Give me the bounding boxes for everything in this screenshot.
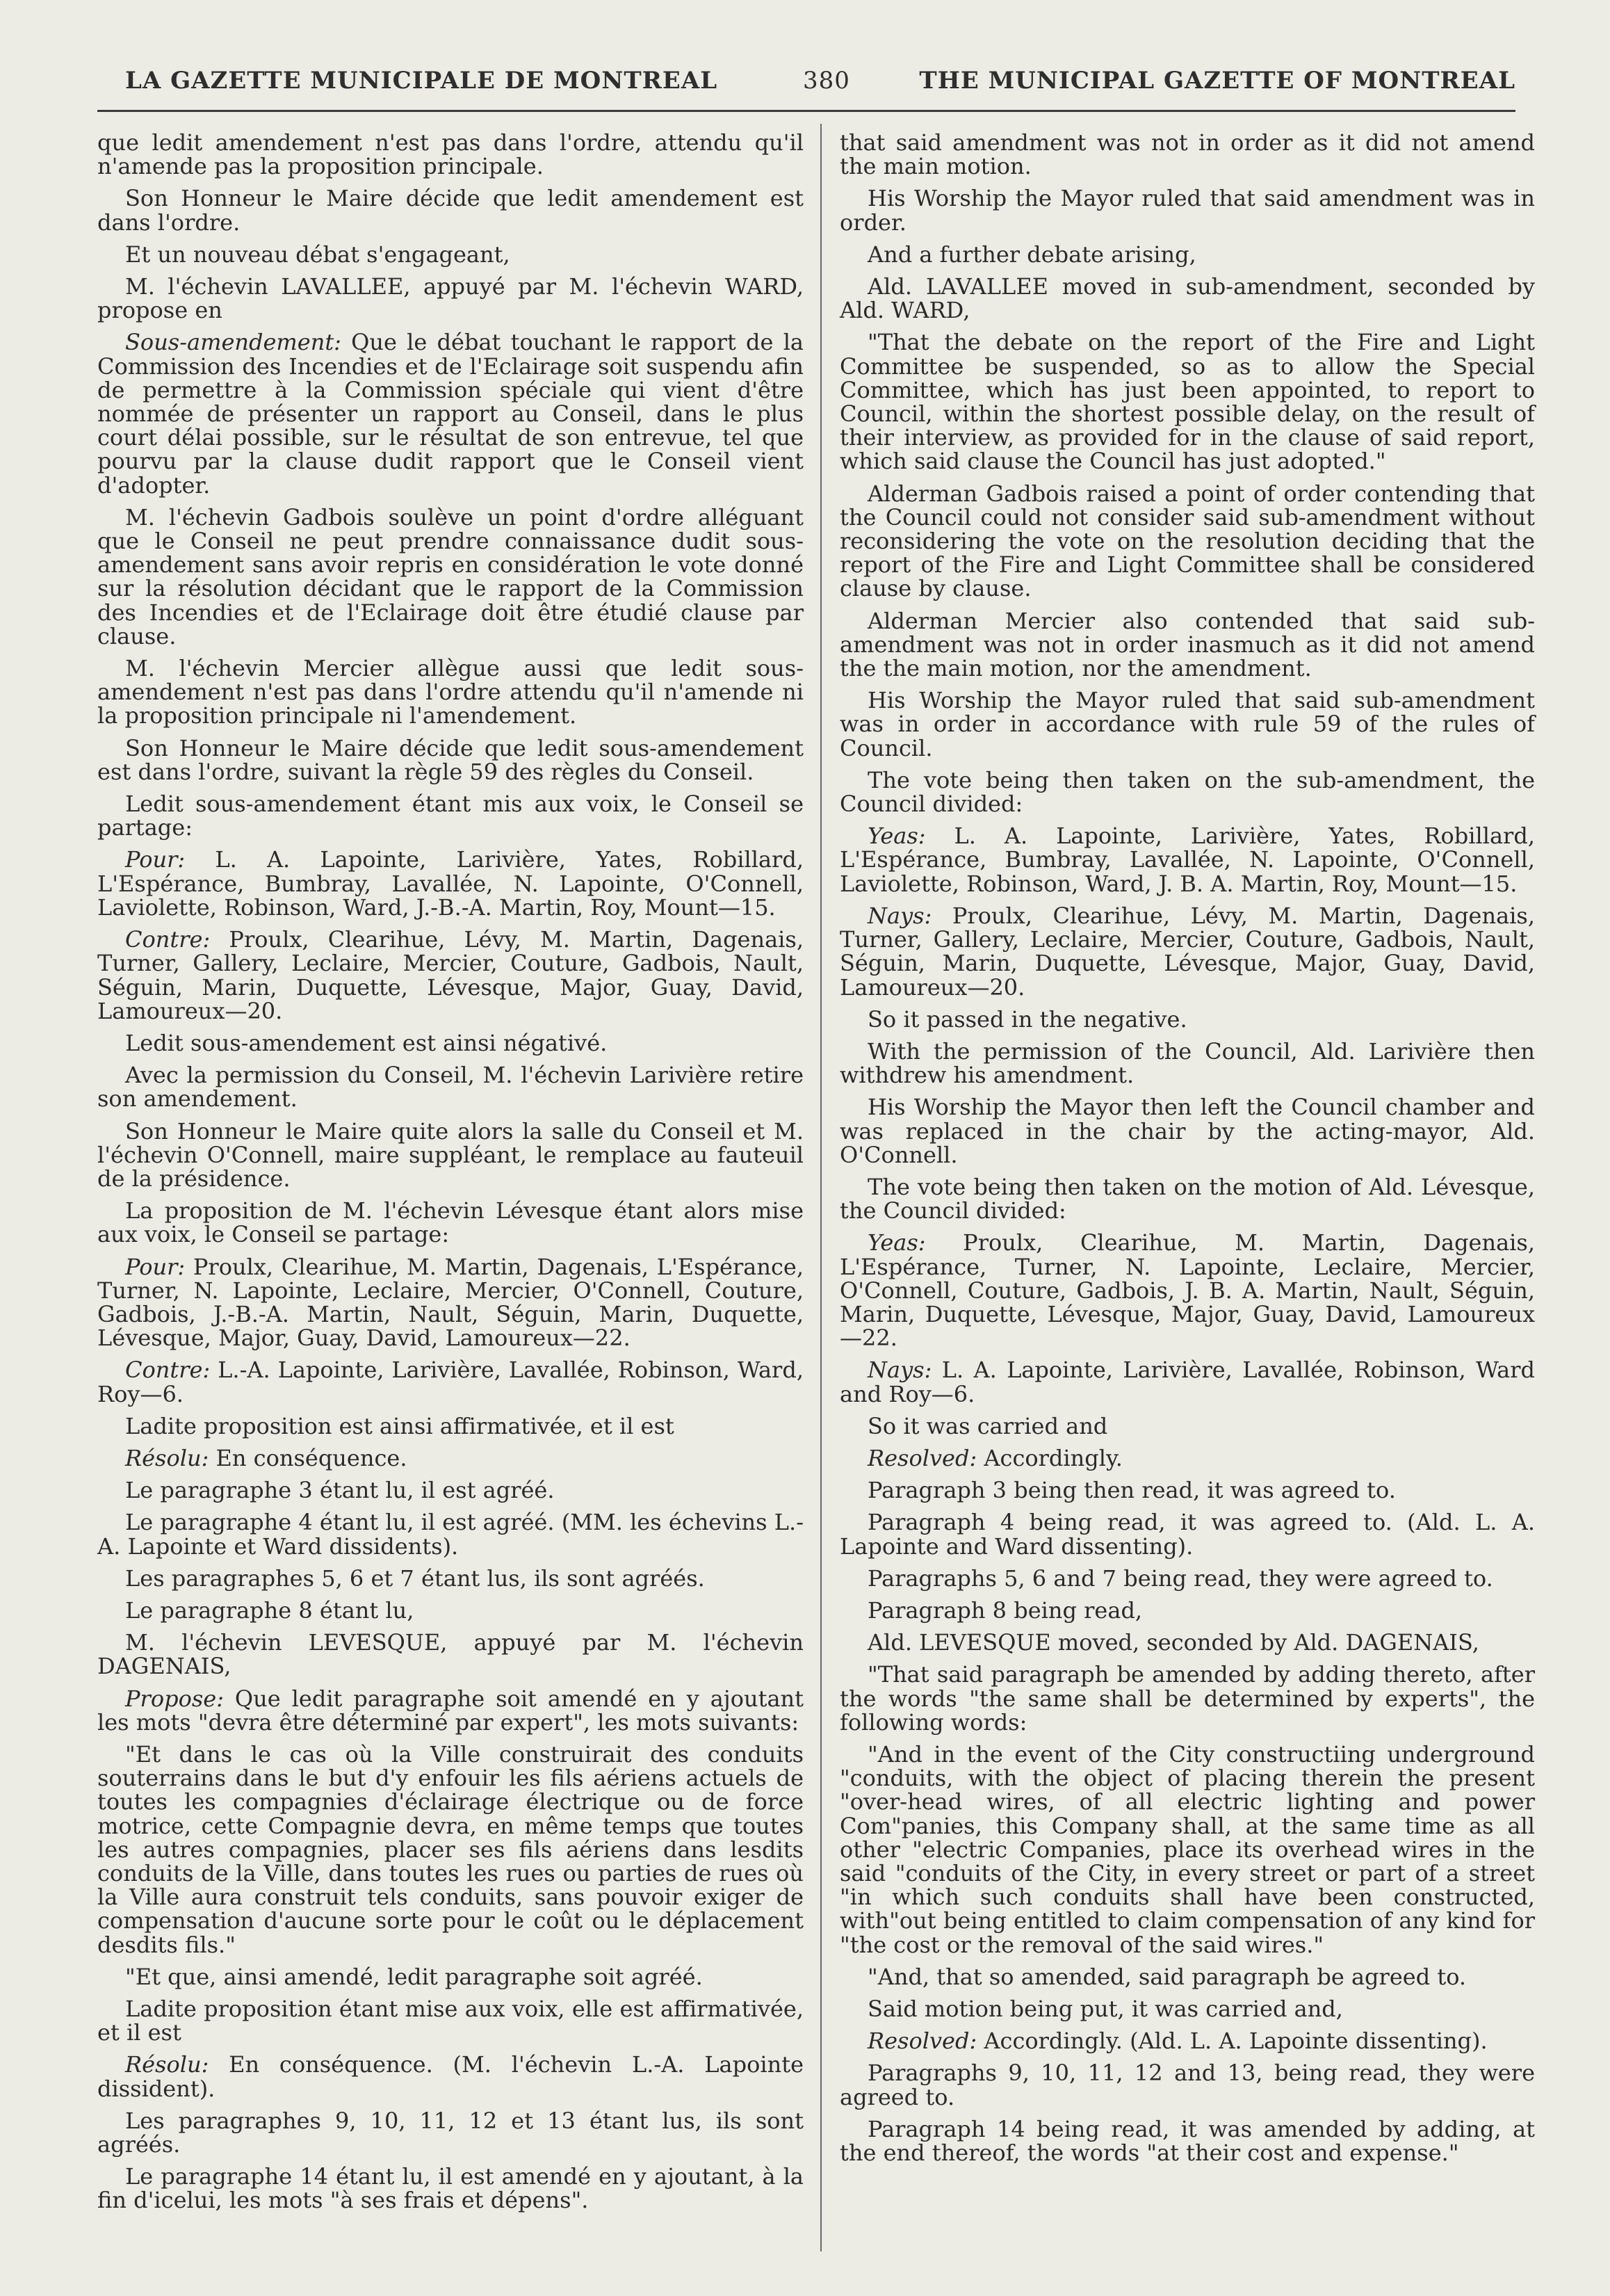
french-paragraph: Pour: L. A. Lapointe, Larivière, Yates, Robillard, L'Espérance, Bumbray, Lavallée, N. Lapointe, O'Connell, Laviolette, Robinson, Ward, J.-B.-A. Martin, Roy, Mount—15. [97, 846, 804, 921]
english-column [840, 131, 1535, 2173]
english-title: THE MUNICIPAL GAZETTE OF MONTREAL [919, 67, 1515, 95]
header-rule [97, 110, 1515, 112]
french-paragraph: "Et dans le cas où la Ville construirait des conduits souterrains dans le but d'y enfouir les fils aériens actuels de toutes les compagnies d'éclairage électrique ou de force motrice, cette Compagnie devra, en même temps que toutes les autres compagnies, placer ses fils aériens dans lesdits conduits de la Ville, dans toutes les rues ou parties de rues où la Ville aura construit tels conduits, sans pouvoir exiger de compensation d'aucune sorte pour le coût ou le déplacement desdits fils." [97, 1740, 804, 1958]
english-paragraph: His Worship the Mayor ruled that said amendment was in order. [840, 185, 1535, 236]
french-paragraph: Ladite proposition étant mise aux voix, elle est affirmativée, et il est [97, 1996, 804, 2046]
french-paragraph: M. l'échevin LAVALLEE, appuyé par M. l'échevin WARD, propose en [97, 273, 804, 324]
english-paragraph: His Worship the Mayor ruled that said sub-amendment was in order in accordance with rule 59 of the rules of Council. [840, 687, 1535, 761]
french-paragraph: Le paragraphe 3 étant lu, il est agréé. [125, 1477, 555, 1504]
english-paragraph: Resolved: Accordingly. (Ald. L. A. Lapointe dissenting). [868, 2028, 1488, 2055]
french-paragraph: Pour: Proulx, Clearihue, M. Martin, Dagenais, L'Espérance, Turner, N. Lapointe, Leclaire, Mercier, O'Connell, Couture, Gadbois, J.-B.-A. Martin, Nault, Séguin, Marin, Duquette, Lévesque, Major, Guay, David, Lamoureux—22. [97, 1253, 804, 1352]
english-paragraph: Paragraph 8 being read, [868, 1596, 1143, 1624]
french-column [97, 131, 804, 2221]
french-paragraph: Contre: L.-A. Lapointe, Larivière, Lavallée, Robinson, Ward, Roy—6. [97, 1357, 804, 1407]
english-paragraph: that said amendment was not in order as it did not amend the main motion. [840, 129, 1535, 180]
french-paragraph: Ladite proposition est ainsi affirmativée, et il est [125, 1412, 674, 1439]
english-paragraph: Paragraphs 5, 6 and 7 being read, they were agreed to. [868, 1565, 1493, 1592]
french-paragraph: Et un nouveau débat s'engageant, [125, 241, 510, 268]
french-paragraph: La proposition de M. l'échevin Lévesque étant alors mise aux voix, le Conseil se partage: [97, 1197, 804, 1248]
french-paragraph: Ledit sous-amendement étant mis aux voix, le Conseil se partage: [97, 791, 804, 841]
english-paragraph: "That the debate on the report of the Fire and Light Committee be suspended, so as to allow the Special Committee, which has just been appointed, to report to Council, within the shortest possible delay, on the result of their interview, as provided for in the clause of said report, which said clause the Council has just adopted." [840, 329, 1535, 475]
english-paragraph: Said motion being put, it was carried and, [868, 1996, 1343, 2023]
english-paragraph: The vote being then taken on the motion of Ald. Lévesque, the Council divided: [840, 1173, 1535, 1224]
french-paragraph: Les paragraphes 5, 6 et 7 étant lus, ils sont agréés. [125, 1565, 705, 1592]
english-paragraph: So it passed in the negative. [868, 1005, 1187, 1033]
french-paragraph: M. l'échevin LEVESQUE, appuyé par M. l'échevin DAGENAIS, [97, 1629, 804, 1680]
french-paragraph: Contre: Proulx, Clearihue, Lévy, M. Martin, Dagenais, Turner, Gallery, Leclaire, Mercier, Couture, Gadbois, Nault, Séguin, Marin, Duquette, Lévesque, Major, Guay, David, Lamoureux—20. [97, 926, 804, 1024]
french-paragraph: Le paragraphe 14 étant lu, il est amendé en y ajoutant, à la fin d'icelui, les mots "à ses frais et dépens". [97, 2163, 804, 2214]
english-paragraph: Alderman Gadbois raised a point of order contending that the Council could not consider said sub-amendment without reconsidering the vote on the resolution deciding that the report of the Fire and Light Committee shall be considered clause by clause. [840, 480, 1535, 602]
english-paragraph: "And in the event of the City constructiing underground "conduits, with the object of placing therein the present "over-head wires, of all electric lighting and power Com"panies, this Company shall, at the same time as all other "electric Companies, place its overhead wires in the said "conduits of the City, in every street or part of a street "in which such conduits shall have been constructed, with"out being entitled to claim compensation of any kind for "the cost or the removal of the said wires." [840, 1740, 1535, 1958]
french-paragraph: M. l'échevin Mercier allègue aussi que ledit sous-amendement n'est pas dans l'ordre attendu qu'il n'amende ni la proposition principale ni l'amendement. [97, 655, 804, 729]
english-paragraph: "That said paragraph be amended by adding thereto, after the words "the same shall be determined by experts", the following words: [840, 1661, 1535, 1736]
french-paragraph: Son Honneur le Maire décide que ledit amendement est dans l'ordre. [97, 185, 804, 236]
english-paragraph: So it was carried and [868, 1412, 1108, 1439]
english-paragraph: Paragraph 3 being then read, it was agreed to. [868, 1477, 1396, 1504]
english-paragraph: Alderman Mercier also contended that said sub-amendment was not in order inasmuch as it did not amend the the main motion, nor the amendment. [840, 607, 1535, 682]
english-paragraph: Yeas: L. A. Lapointe, Larivière, Yates, Robillard, L'Espérance, Bumbray, Lavallée, N. Lapointe, O'Connell, Laviolette, Robinson, Ward, J. B. A. Martin, Roy, Mount—15. [840, 823, 1535, 897]
french-title: LA GAZETTE MUNICIPALE DE MONTREAL [125, 67, 718, 95]
french-paragraph: Son Honneur le Maire décide que ledit sous-amendement est dans l'ordre, suivant la règle 59 des règles du Conseil. [97, 734, 804, 785]
french-paragraph: Propose: Que ledit paragraphe soit amendé en y ajoutant les mots "devra être déterminé par expert", les mots suivants: [97, 1685, 804, 1736]
english-paragraph: "And, that so amended, said paragraph be agreed to. [868, 1963, 1467, 1990]
english-paragraph: Resolved: Accordingly. [868, 1444, 1123, 1471]
french-paragraph: Sous-amendement: Que le débat touchant le rapport de la Commission des Incendies et de l'Eclairage soit suspendu afin de permettre à la Commission spéciale qui vient d'être nommée de présenter un rapport au Conseil, dans le plus court délai possible, sur le résultat de son entrevue, tel que pourvu par la clause dudit rapport que le Conseil vient d'adopter. [97, 329, 804, 499]
french-paragraph: M. l'échevin Gadbois soulève un point d'ordre alléguant que le Conseil ne peut prendre connaissance dudit sous-amendement sans avoir repris en considération le vote donné sur la résolution décidant que le rapport de la Commission des Incendies et de l'Eclairage doit être étudié clause par clause. [97, 503, 804, 649]
page-number: 380 [803, 67, 850, 95]
page-header [118, 60, 1515, 104]
english-paragraph: Nays: Proulx, Clearihue, Lévy, M. Martin, Dagenais, Turner, Gallery, Leclaire, Mercier, Couture, Gadbois, Nault, Séguin, Marin, Duquette, Lévesque, Major, Guay, David, Lamoureux—20. [840, 902, 1535, 1001]
column-divider [820, 124, 822, 2251]
english-paragraph: The vote being then taken on the sub-amendment, the Council divided: [840, 766, 1535, 818]
french-paragraph: "Et que, ainsi amendé, ledit paragraphe soit agréé. [125, 1963, 703, 1990]
english-paragraph: With the permission of the Council, Ald. Larivière then withdrew his amendment. [840, 1037, 1535, 1089]
english-paragraph: Yeas: Proulx, Clearihue, M. Martin, Dagenais, L'Espérance, Turner, N. Lapointe, Leclaire, Mercier, O'Connell, Couture, Gadbois, J. B. A. Martin, Nault, Séguin, Marin, Duquette, Lévesque, Major, Guay, David, Lamoureux—22. [840, 1229, 1535, 1352]
english-paragraph: Paragraph 4 being read, it was agreed to. (Ald. L. A. Lapointe and Ward dissenting). [840, 1509, 1535, 1560]
english-paragraph: Ald. LAVALLEE moved in sub-amendment, seconded by Ald. WARD, [840, 273, 1535, 324]
french-paragraph: Avec la permission du Conseil, M. l'échevin Larivière retire son amendement. [97, 1062, 804, 1113]
french-paragraph: Ledit sous-amendement est ainsi négativé. [125, 1029, 608, 1056]
french-paragraph: Résolu: En conséquence. (M. l'échevin L.-A. Lapointe dissident). [97, 2051, 804, 2102]
english-paragraph: Nays: L. A. Lapointe, Larivière, Lavallée, Robinson, Ward and Roy—6. [840, 1357, 1535, 1407]
english-paragraph: And a further debate arising, [868, 241, 1196, 268]
french-paragraph: Son Honneur le Maire quite alors la salle du Conseil et M. l'échevin O'Connell, maire suppléant, le remplace au fauteuil de la présidence. [97, 1117, 804, 1192]
french-paragraph: Le paragraphe 4 étant lu, il est agréé. (MM. les échevins L.-A. Lapointe et Ward dissidents). [97, 1509, 804, 1560]
english-paragraph: Ald. LEVESQUE moved, seconded by Ald. DAGENAIS, [868, 1629, 1479, 1656]
english-paragraph: His Worship the Mayor then left the Council chamber and was replaced in the chair by the acting-mayor, Ald. O'Connell. [840, 1094, 1535, 1168]
english-paragraph: Paragraphs 9, 10, 11, 12 and 13, being read, they were agreed to. [840, 2060, 1535, 2110]
french-paragraph: Résolu: En conséquence. [125, 1444, 407, 1471]
english-paragraph: Paragraph 14 being read, it was amended by adding, at the end thereof, the words "at their cost and expense." [840, 2115, 1535, 2167]
french-paragraph: que ledit amendement n'est pas dans l'ordre, attendu qu'il n'amende pas la proposition principale. [97, 129, 804, 180]
french-paragraph: Le paragraphe 8 étant lu, [125, 1596, 414, 1624]
french-paragraph: Les paragraphes 9, 10, 11, 12 et 13 étant lus, ils sont agréés. [97, 2107, 804, 2158]
